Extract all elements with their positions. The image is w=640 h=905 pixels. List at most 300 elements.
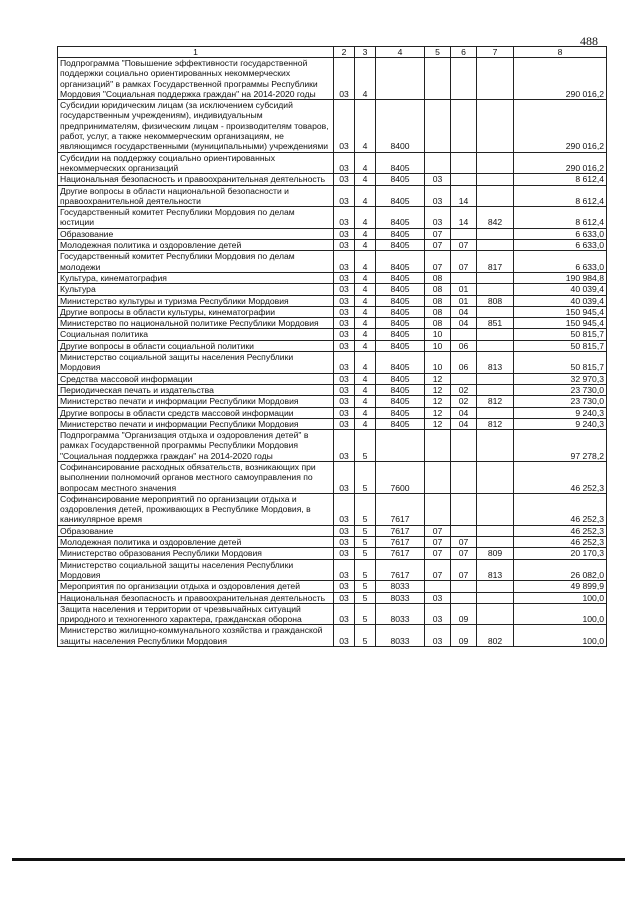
table-cell: 03: [334, 100, 355, 152]
table-cell: 03: [334, 318, 355, 329]
table-cell: Министерство социальной защиты населения Республики Мордовия: [58, 559, 334, 581]
table-cell: [477, 407, 514, 418]
table-cell: 8405: [376, 272, 425, 283]
table-cell: 03: [334, 384, 355, 395]
table-cell: 03: [334, 329, 355, 340]
column-header: 6: [451, 47, 477, 58]
table-cell: 8405: [376, 329, 425, 340]
table-cell: 07: [425, 251, 451, 273]
table-cell: 03: [425, 625, 451, 647]
table-cell: 8 612,4: [514, 174, 607, 185]
table-cell: 809: [477, 548, 514, 559]
table-cell: Средства массовой информации: [58, 373, 334, 384]
table-cell: [425, 430, 451, 462]
table-cell: 03: [334, 548, 355, 559]
table-cell: [477, 100, 514, 152]
table-row: [58, 251, 607, 273]
column-header: 2: [334, 47, 355, 58]
table-cell: 7617: [376, 537, 425, 548]
table-cell: Другие вопросы в области социальной политики: [58, 340, 334, 351]
table-cell: 290 016,2: [514, 152, 607, 174]
table-cell: 5: [355, 430, 376, 462]
table-cell: Субсидии на поддержку социально ориентированных некоммерческих организаций: [58, 152, 334, 174]
table-cell: 03: [334, 396, 355, 407]
table-cell: 32 970,3: [514, 373, 607, 384]
table-cell: 20 170,3: [514, 548, 607, 559]
table-cell: [477, 461, 514, 493]
table-cell: [477, 272, 514, 283]
table-cell: 851: [477, 318, 514, 329]
table-cell: 100,0: [514, 625, 607, 647]
table-row: [58, 100, 607, 152]
table-cell: [376, 430, 425, 462]
table-cell: 07: [451, 559, 477, 581]
table-cell: 07: [451, 240, 477, 251]
table-cell: Другие вопросы в области культуры, кинематографии: [58, 306, 334, 317]
table-cell: 7617: [376, 559, 425, 581]
table-cell: Государственный комитет Республики Мордовия по делам молодежи: [58, 251, 334, 273]
table-cell: 07: [425, 548, 451, 559]
table-cell: 10: [425, 329, 451, 340]
table-cell: 5: [355, 559, 376, 581]
table-cell: 03: [334, 340, 355, 351]
table-cell: 4: [355, 318, 376, 329]
table-cell: 03: [334, 174, 355, 185]
table-row: [58, 548, 607, 559]
table-cell: 23 730,0: [514, 396, 607, 407]
table-row: [58, 58, 607, 100]
table-cell: [477, 185, 514, 207]
table-cell: 03: [334, 430, 355, 462]
table-cell: 03: [425, 185, 451, 207]
table-cell: 4: [355, 418, 376, 429]
table-cell: [477, 603, 514, 625]
table-cell: [477, 373, 514, 384]
table-cell: [451, 272, 477, 283]
table-cell: 08: [425, 284, 451, 295]
table-cell: 4: [355, 58, 376, 100]
table-cell: [477, 228, 514, 239]
table-cell: 03: [334, 537, 355, 548]
table-cell: 08: [425, 318, 451, 329]
table-cell: 12: [425, 384, 451, 395]
table-cell: 4: [355, 272, 376, 283]
table-cell: [477, 537, 514, 548]
table-cell: 6 633,0: [514, 228, 607, 239]
table-cell: 4: [355, 251, 376, 273]
footer-rule: [12, 858, 625, 861]
table-cell: 03: [334, 228, 355, 239]
table-cell: 290 016,2: [514, 58, 607, 100]
table-cell: [451, 493, 477, 525]
table-cell: 23 730,0: [514, 384, 607, 395]
table-cell: 100,0: [514, 592, 607, 603]
table-cell: [477, 240, 514, 251]
table-cell: 7617: [376, 493, 425, 525]
table-cell: Министерство печати и информации Республики Мордовия: [58, 396, 334, 407]
table-cell: 40 039,4: [514, 284, 607, 295]
table-cell: [451, 58, 477, 100]
table-cell: 06: [451, 352, 477, 374]
column-header: 3: [355, 47, 376, 58]
table-cell: 8 612,4: [514, 207, 607, 229]
table-cell: 46 252,3: [514, 461, 607, 493]
table-cell: 4: [355, 295, 376, 306]
table-cell: 03: [425, 174, 451, 185]
table-cell: 03: [334, 407, 355, 418]
table-cell: 03: [334, 559, 355, 581]
table-cell: 08: [425, 272, 451, 283]
column-header: 7: [477, 47, 514, 58]
table-row: [58, 559, 607, 581]
table-cell: 4: [355, 284, 376, 295]
table-cell: Защита населения и территории от чрезвычайных ситуаций природного и техногенного характера, гражданская оборона: [58, 603, 334, 625]
column-header: 4: [376, 47, 425, 58]
table-row: [58, 407, 607, 418]
table-cell: Министерство по национальной политике Республики Мордовия: [58, 318, 334, 329]
table-cell: 50 815,7: [514, 329, 607, 340]
table-cell: 8405: [376, 228, 425, 239]
table-cell: 8405: [376, 407, 425, 418]
table-row: [58, 240, 607, 251]
table-cell: [451, 373, 477, 384]
table-cell: [451, 430, 477, 462]
table-cell: 09: [451, 603, 477, 625]
table-row: [58, 174, 607, 185]
table-cell: 07: [425, 228, 451, 239]
table-cell: 842: [477, 207, 514, 229]
table-cell: 5: [355, 537, 376, 548]
table-cell: 02: [451, 396, 477, 407]
table-cell: 8405: [376, 318, 425, 329]
table-cell: 03: [334, 284, 355, 295]
table-cell: 7600: [376, 461, 425, 493]
table-cell: [451, 100, 477, 152]
table-cell: [425, 100, 451, 152]
table-cell: Молодежная политика и оздоровление детей: [58, 537, 334, 548]
table-cell: 8033: [376, 592, 425, 603]
table-row: [58, 329, 607, 340]
table-cell: 8 612,4: [514, 185, 607, 207]
table-cell: 4: [355, 373, 376, 384]
table-cell: 4: [355, 228, 376, 239]
table-row: [58, 306, 607, 317]
table-cell: 03: [334, 581, 355, 592]
table-cell: 03: [334, 418, 355, 429]
table-cell: 8405: [376, 174, 425, 185]
table-cell: Образование: [58, 525, 334, 536]
table-cell: 5: [355, 525, 376, 536]
table-cell: 04: [451, 407, 477, 418]
table-row: [58, 384, 607, 395]
table-cell: [451, 174, 477, 185]
table-cell: 07: [451, 537, 477, 548]
table-cell: [425, 461, 451, 493]
table-cell: 06: [451, 340, 477, 351]
table-row: [58, 581, 607, 592]
table-cell: 8033: [376, 603, 425, 625]
table-cell: 10: [425, 340, 451, 351]
table-cell: 9 240,3: [514, 407, 607, 418]
table-cell: 8405: [376, 251, 425, 273]
table-cell: 07: [451, 548, 477, 559]
table-cell: 03: [334, 352, 355, 374]
table-cell: 8033: [376, 625, 425, 647]
table-cell: 07: [425, 240, 451, 251]
table-cell: [477, 340, 514, 351]
table-cell: [477, 329, 514, 340]
table-row: [58, 461, 607, 493]
table-cell: 12: [425, 418, 451, 429]
table-cell: 03: [334, 306, 355, 317]
table-cell: 5: [355, 625, 376, 647]
table-row: [58, 152, 607, 174]
page-number: 488: [580, 34, 598, 48]
table-cell: 4: [355, 407, 376, 418]
table-cell: [477, 306, 514, 317]
table-cell: Софинансирование мероприятий по организации отдыха и оздоровления детей, проживающих в Республике Мордовия, в каникулярное время: [58, 493, 334, 525]
table-cell: 150 945,4: [514, 318, 607, 329]
table-cell: 8405: [376, 384, 425, 395]
table-row: [58, 525, 607, 536]
table-cell: [451, 228, 477, 239]
table-cell: 8405: [376, 295, 425, 306]
table-cell: 4: [355, 384, 376, 395]
table-cell: 7617: [376, 548, 425, 559]
table-cell: 8405: [376, 207, 425, 229]
table-cell: 08: [425, 295, 451, 306]
table-cell: Молодежная политика и оздоровление детей: [58, 240, 334, 251]
table-cell: Подпрограмма "Организация отдыха и оздоровления детей" в рамках Государственной программы Республики Мордовия "Социальная поддержка граждан" на 2014-2020 годы: [58, 430, 334, 462]
table-cell: [451, 592, 477, 603]
table-cell: 4: [355, 240, 376, 251]
table-row: [58, 284, 607, 295]
table-cell: 03: [334, 207, 355, 229]
table-cell: 8405: [376, 340, 425, 351]
table-cell: 26 082,0: [514, 559, 607, 581]
table-cell: [477, 592, 514, 603]
table-cell: [477, 525, 514, 536]
table-cell: 14: [451, 207, 477, 229]
table-cell: 150 945,4: [514, 306, 607, 317]
table-row: [58, 418, 607, 429]
table-cell: 03: [425, 207, 451, 229]
table-cell: 08: [425, 306, 451, 317]
table-cell: 8405: [376, 352, 425, 374]
table-cell: 04: [451, 418, 477, 429]
table-cell: 03: [334, 295, 355, 306]
table-cell: 5: [355, 493, 376, 525]
table-cell: [425, 152, 451, 174]
table-cell: [451, 461, 477, 493]
table-row: [58, 373, 607, 384]
table-cell: [451, 152, 477, 174]
table-cell: Подпрограмма "Повышение эффективности государственной поддержки социально ориентированных некоммерческих организаций" в рамках Государственной программы Республики Мордовия "Социальная поддержка граждан" на 2014-2020 годы: [58, 58, 334, 100]
table-cell: 10: [425, 352, 451, 374]
table-cell: 07: [425, 537, 451, 548]
table-cell: [477, 284, 514, 295]
table-cell: Министерство жилищно-коммунального хозяйства и гражданской защиты населения Республики Мордовия: [58, 625, 334, 647]
table-cell: 12: [425, 373, 451, 384]
table-cell: Государственный комитет Республики Мордовия по делам юстиции: [58, 207, 334, 229]
table-row: [58, 352, 607, 374]
table-cell: 290 016,2: [514, 100, 607, 152]
table-row: [58, 340, 607, 351]
table-cell: 812: [477, 418, 514, 429]
table-row: [58, 185, 607, 207]
table-cell: 100,0: [514, 603, 607, 625]
table-cell: 5: [355, 548, 376, 559]
table-cell: 12: [425, 407, 451, 418]
table-cell: Культура: [58, 284, 334, 295]
table-cell: [451, 525, 477, 536]
table-cell: 8405: [376, 185, 425, 207]
table-cell: 6 633,0: [514, 251, 607, 273]
table-cell: Министерство социальной защиты населения Республики Мордовия: [58, 352, 334, 374]
table-cell: [477, 430, 514, 462]
table-cell: [477, 58, 514, 100]
table-cell: 4: [355, 174, 376, 185]
column-header: 8: [514, 47, 607, 58]
table-row: [58, 430, 607, 462]
table-cell: 8405: [376, 418, 425, 429]
table-header-row: [58, 47, 607, 58]
table-cell: 02: [451, 384, 477, 395]
table-cell: 03: [334, 251, 355, 273]
table-cell: 4: [355, 207, 376, 229]
table-cell: 808: [477, 295, 514, 306]
table-row: [58, 537, 607, 548]
table-cell: 5: [355, 592, 376, 603]
table-cell: 812: [477, 396, 514, 407]
table-row: [58, 295, 607, 306]
table-cell: Софинансирование расходных обязательств, возникающих при выполнении полномочий органов местного самоуправления по вопросам местного значения: [58, 461, 334, 493]
table-cell: 4: [355, 185, 376, 207]
table-cell: 03: [334, 461, 355, 493]
table-cell: 813: [477, 559, 514, 581]
table-cell: 8405: [376, 152, 425, 174]
table-cell: 01: [451, 284, 477, 295]
table-cell: 03: [334, 603, 355, 625]
table-cell: 03: [334, 240, 355, 251]
table-cell: Мероприятия по организации отдыха и оздоровления детей: [58, 581, 334, 592]
table-cell: 09: [451, 625, 477, 647]
table-cell: [451, 329, 477, 340]
table-cell: 07: [425, 525, 451, 536]
table-cell: 04: [451, 306, 477, 317]
table-cell: 07: [451, 251, 477, 273]
table-cell: [477, 174, 514, 185]
table-cell: 9 240,3: [514, 418, 607, 429]
table-cell: 817: [477, 251, 514, 273]
column-header: 5: [425, 47, 451, 58]
table-cell: 8405: [376, 306, 425, 317]
table-cell: Министерство печати и информации Республики Мордовия: [58, 418, 334, 429]
table-cell: 49 899,9: [514, 581, 607, 592]
table-cell: Другие вопросы в области средств массовой информации: [58, 407, 334, 418]
table-cell: 50 815,7: [514, 340, 607, 351]
table-cell: 5: [355, 581, 376, 592]
table-cell: 03: [334, 592, 355, 603]
table-cell: Социальная политика: [58, 329, 334, 340]
table-cell: [425, 58, 451, 100]
table-cell: 8405: [376, 373, 425, 384]
column-header: 1: [58, 47, 334, 58]
table-cell: 5: [355, 603, 376, 625]
table-row: [58, 603, 607, 625]
table-cell: 03: [334, 272, 355, 283]
table-cell: 46 252,3: [514, 525, 607, 536]
table-row: [58, 396, 607, 407]
table-cell: 40 039,4: [514, 295, 607, 306]
table-cell: 46 252,3: [514, 493, 607, 525]
table-cell: 14: [451, 185, 477, 207]
table-row: [58, 207, 607, 229]
table-row: [58, 625, 607, 647]
table-cell: 802: [477, 625, 514, 647]
table-row: [58, 592, 607, 603]
table-cell: [477, 384, 514, 395]
table-row: [58, 272, 607, 283]
table-cell: [376, 58, 425, 100]
table-cell: [451, 581, 477, 592]
table-cell: 8405: [376, 240, 425, 251]
table-row: [58, 228, 607, 239]
table-cell: Национальная безопасность и правоохранительная деятельность: [58, 174, 334, 185]
table-cell: 8033: [376, 581, 425, 592]
table-cell: 03: [334, 185, 355, 207]
table-cell: 4: [355, 340, 376, 351]
table-cell: 07: [425, 559, 451, 581]
table-cell: 7617: [376, 525, 425, 536]
table-cell: Национальная безопасность и правоохранительная деятельность: [58, 592, 334, 603]
table-cell: 01: [451, 295, 477, 306]
table-cell: 813: [477, 352, 514, 374]
table-cell: 8405: [376, 396, 425, 407]
table-cell: [477, 493, 514, 525]
table-cell: Министерство образования Республики Мордовия: [58, 548, 334, 559]
table-cell: 6 633,0: [514, 240, 607, 251]
table-cell: 5: [355, 461, 376, 493]
table-row: [58, 318, 607, 329]
budget-table: [57, 46, 607, 647]
table-cell: 4: [355, 396, 376, 407]
table-cell: 03: [425, 603, 451, 625]
table-cell: 4: [355, 306, 376, 317]
table-cell: Периодическая печать и издательства: [58, 384, 334, 395]
table-cell: 8405: [376, 284, 425, 295]
table-cell: 03: [334, 58, 355, 100]
table-cell: 4: [355, 352, 376, 374]
table-cell: 03: [334, 373, 355, 384]
table-cell: [477, 581, 514, 592]
table-cell: 03: [334, 152, 355, 174]
table-cell: Министерство культуры и туризма Республики Мордовия: [58, 295, 334, 306]
table-cell: 12: [425, 396, 451, 407]
table-cell: [425, 581, 451, 592]
table-cell: 8400: [376, 100, 425, 152]
table-cell: 03: [425, 592, 451, 603]
table-cell: Другие вопросы в области национальной безопасности и правоохранительной деятельности: [58, 185, 334, 207]
table-cell: 4: [355, 152, 376, 174]
table-cell: 4: [355, 329, 376, 340]
table-cell: Образование: [58, 228, 334, 239]
table-cell: [425, 493, 451, 525]
table-cell: 03: [334, 625, 355, 647]
table-cell: 97 278,2: [514, 430, 607, 462]
table-cell: 46 252,3: [514, 537, 607, 548]
table-cell: 190 984,8: [514, 272, 607, 283]
